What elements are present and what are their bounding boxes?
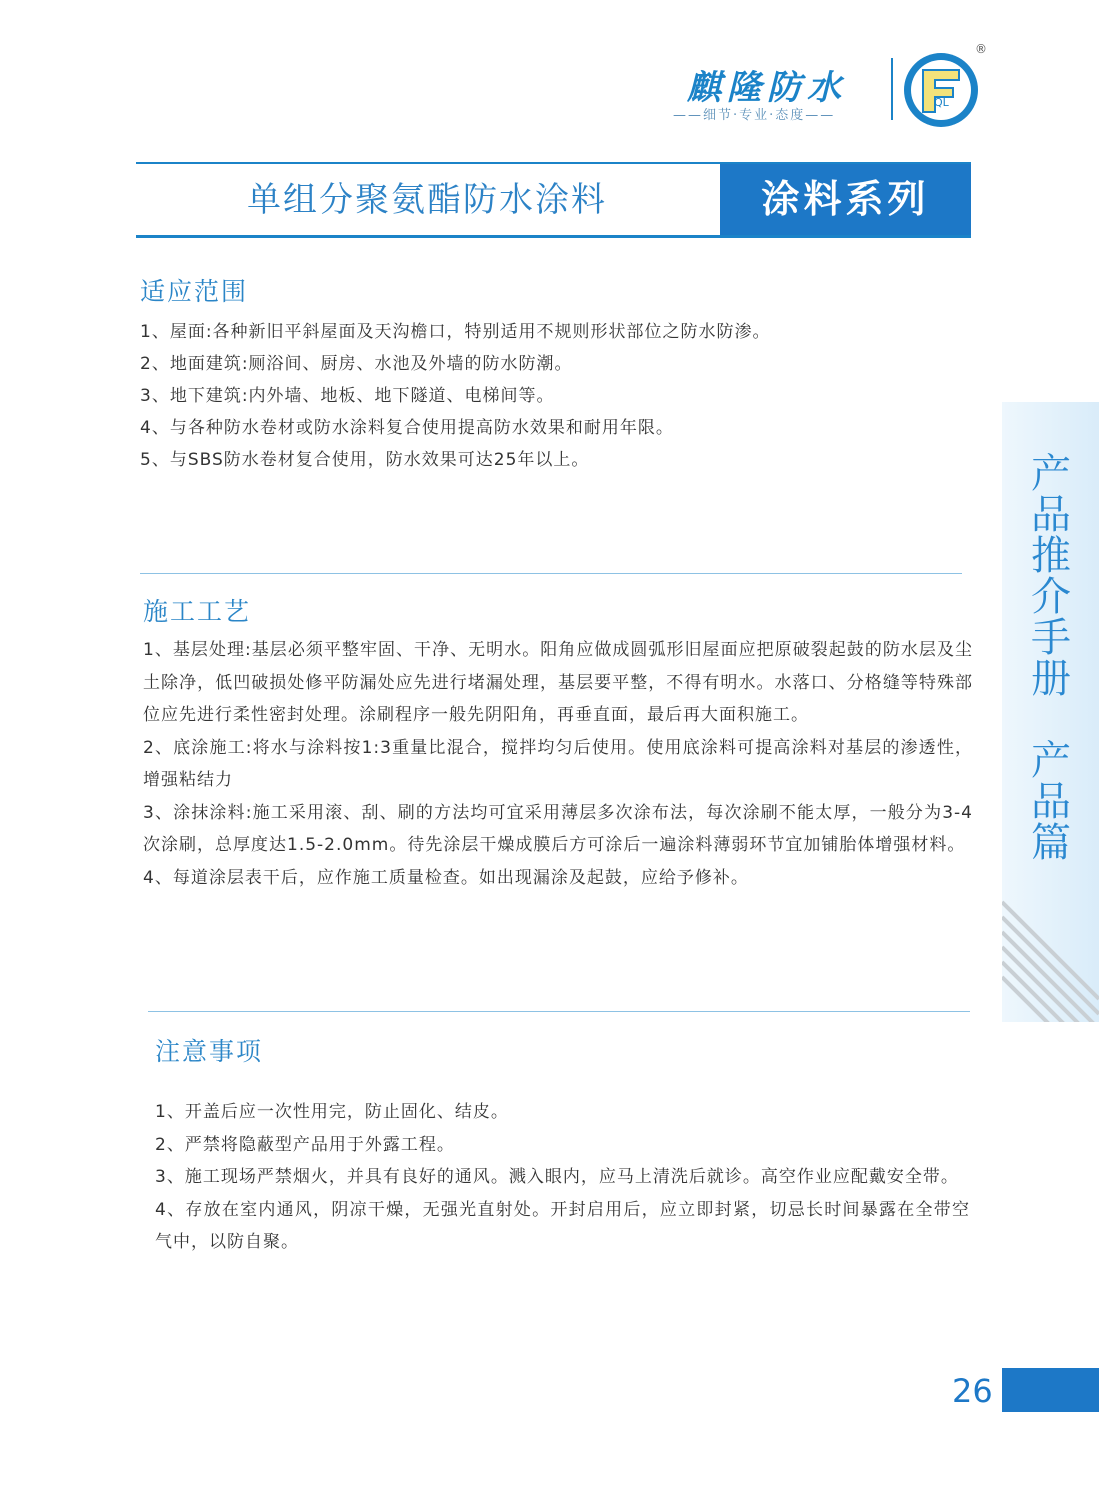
brand-name: 麒隆防水: [687, 68, 847, 108]
list-item: 2、严禁将隐蔽型产品用于外露工程。: [155, 1134, 455, 1155]
list-item: 1、开盖后应一次性用完，防止固化、结皮。: [155, 1102, 509, 1122]
page-number-bar: [1002, 1368, 1099, 1412]
side-tab: [1002, 402, 1099, 1022]
list-item: 5、与SBS防水卷材复合使用，防水效果可达25年以上。: [140, 450, 590, 470]
side-char: 篇: [1031, 820, 1071, 866]
scope-list: [140, 316, 970, 476]
brand-header: [665, 42, 987, 138]
notes-list: [155, 1096, 970, 1259]
side-char: 产: [1031, 451, 1071, 497]
brand-logo-icon: [901, 50, 981, 130]
section-title: 注意事项: [155, 1037, 264, 1066]
series-label: 涂料系列: [720, 164, 971, 235]
list-item: 4、与各种防水卷材或防水涂料复合使用提高防水效果和耐用年限。: [140, 418, 674, 438]
side-char: [1016, 700, 1086, 741]
page-number: 26: [952, 1372, 993, 1410]
side-char: 产: [1031, 738, 1071, 784]
side-char: 品: [1031, 779, 1071, 825]
section-scope: [140, 272, 970, 476]
list-item: 2、地面建筑:厕浴间、厨房、水池及外墙的防水防潮。: [140, 354, 573, 374]
stripes-decoration-icon: [1002, 882, 1099, 1022]
brand-slogan: ——细节·专业·态度——: [673, 108, 836, 123]
section-notes: [155, 1032, 970, 1259]
side-char: 推: [1031, 533, 1071, 579]
list-item: 2、底涂施工:将水与涂料按1:3重量比混合，搅拌均匀后使用。使用底涂料可提高涂料对基层的渗透性，增强粘结力: [143, 737, 973, 790]
brand-divider: [891, 58, 893, 120]
side-char: 品: [1031, 492, 1071, 538]
logo-text: QL: [934, 96, 949, 109]
list-item: 4、每道涂层表干后，应作施工质量检查。如出现漏涂及起鼓，应给予修补。: [143, 867, 749, 888]
list-item: 4、存放在室内通风，阴凉干燥，无强光直射处。开封启用后，应立即封紧，切忌长时间暴露在全带空气中，以防自聚。: [155, 1199, 970, 1252]
section-title: 适应范围: [140, 277, 249, 306]
title-line-bottom: [136, 235, 971, 238]
list-item: 3、地下建筑:内外墙、地板、地下隧道、电梯间等。: [140, 386, 555, 406]
side-char: 册: [1031, 656, 1071, 702]
registered-mark: ®: [975, 42, 987, 56]
section-title: 施工工艺: [143, 597, 252, 626]
process-list: [143, 634, 973, 894]
list-item: 1、基层处理:基层必须平整牢固、干净、无明水。阳角应做成圆弧形旧屋面应把原破裂起鼓的防水层及尘土除净，低凹破损处修平防漏处应先进行堵漏处理，基层要平整，不得有明水。水落口、分格缝等特殊部位应先进行柔性密封处理。涂刷程序一般先阴阳角，再垂直面，最后再大面积施工。: [143, 640, 973, 725]
title-bar: [136, 162, 971, 238]
list-item: 1、屋面:各种新旧平斜屋面及天沟檐口，特别适用不规则形状部位之防水防渗。: [140, 322, 771, 342]
product-title: 单组分聚氨酯防水涂料: [247, 180, 607, 220]
side-char: 手: [1031, 615, 1071, 661]
section-divider: [148, 1011, 970, 1012]
side-char: 介: [1031, 574, 1071, 620]
section-process: [143, 592, 973, 894]
side-tab-label: [1016, 451, 1086, 866]
list-item: 3、涂抹涂料:施工采用滚、刮、刷的方法均可宜采用薄层多次涂布法，每次涂刷不能太厚，一般分为3-4次涂刷，总厚度达1.5-2.0mm。待先涂层干燥成膜后方可涂后一遍涂料薄弱环节宜加铺胎体增强材料。: [143, 802, 973, 855]
section-divider: [140, 573, 962, 574]
list-item: 3、施工现场严禁烟火，并具有良好的通风。溅入眼内，应马上清洗后就诊。高空作业应配戴安全带。: [155, 1167, 959, 1187]
